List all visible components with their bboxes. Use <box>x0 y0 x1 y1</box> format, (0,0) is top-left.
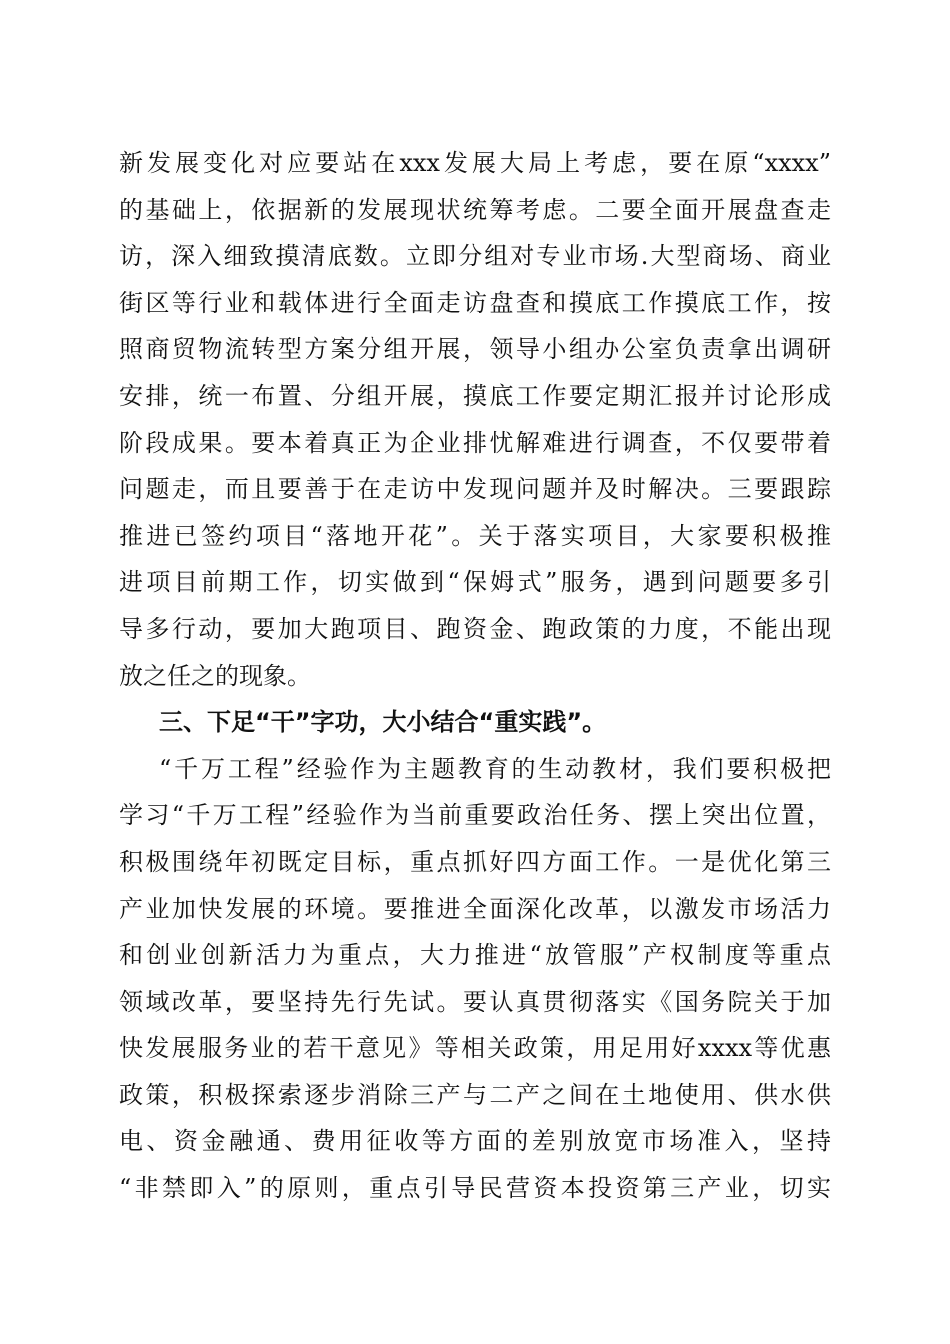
paragraph-2 <box>119 746 831 1212</box>
text-line: 电、资金融通、费用征收等方面的差别放宽市场准入，坚持 <box>119 1127 831 1156</box>
paragraph-1 <box>119 140 831 699</box>
text-line: 问题走，而且要善于在走访中发现问题并及时解决。三要跟踪 <box>119 475 831 504</box>
section-heading: 三、下足“干”字功，大小结合“重实践”。 <box>159 708 607 737</box>
text-line: 放之任之的现象。 <box>119 661 311 690</box>
text-line: 产业加快发展的环境。要推进全面深化改革，以激发市场活力 <box>119 894 831 923</box>
text-line: 阶段成果。要本着真正为企业排忧解难进行调查，不仅要带着 <box>119 428 831 457</box>
text-line: 进项目前期工作，切实做到“保姆式”服务，遇到问题要多引 <box>119 568 831 597</box>
text-line: 和创业创新活力为重点，大力推进“放管服”产权制度等重点 <box>119 941 831 970</box>
text-line: 快发展服务业的若干意见》等相关政策，用足用好xxxx等优惠 <box>119 1034 831 1063</box>
text-line: 积极围绕年初既定目标，重点抓好四方面工作。一是优化第三 <box>119 847 831 876</box>
text-line: 新发展变化对应要站在xxx发展大局上考虑，要在原“xxxx” <box>119 149 831 177</box>
text-line: 领域改革，要坚持先行先试。要认真贯彻落实《国务院关于加 <box>119 987 831 1016</box>
text-line: 政策，积极探索逐步消除三产与二产之间在土地使用、供水供 <box>119 1080 831 1109</box>
document-body <box>119 140 831 1212</box>
text-line: 访，深入细致摸清底数。立即分组对专业市场.大型商场、商业 <box>119 242 831 271</box>
text-line: 学习“千万工程”经验作为当前重要政治任务、摆上突出位置， <box>119 801 831 830</box>
text-line: 导多行动，要加大跑项目、跑资金、跑政策的力度，不能出现 <box>119 614 831 643</box>
text-line: 街区等行业和载体进行全面走访盘查和摸底工作摸底工作，按 <box>119 288 831 317</box>
text-line: 照商贸物流转型方案分组开展，领导小组办公室负责拿出调研 <box>119 335 831 364</box>
text-line: 安排，统一布置、分组开展，摸底工作要定期汇报并讨论形成 <box>119 381 831 410</box>
text-line: “非禁即入”的原则，重点引导民营资本投资第三产业，切实 <box>119 1174 831 1203</box>
text-line: 的基础上，依据新的发展现状统筹考虑。二要全面开展盘查走 <box>119 195 831 224</box>
text-line: “千万工程”经验作为主题教育的生动教材，我们要积极把 <box>159 754 831 783</box>
text-line: 推进已签约项目“落地开花”。关于落实项目，大家要积极推 <box>119 521 831 550</box>
